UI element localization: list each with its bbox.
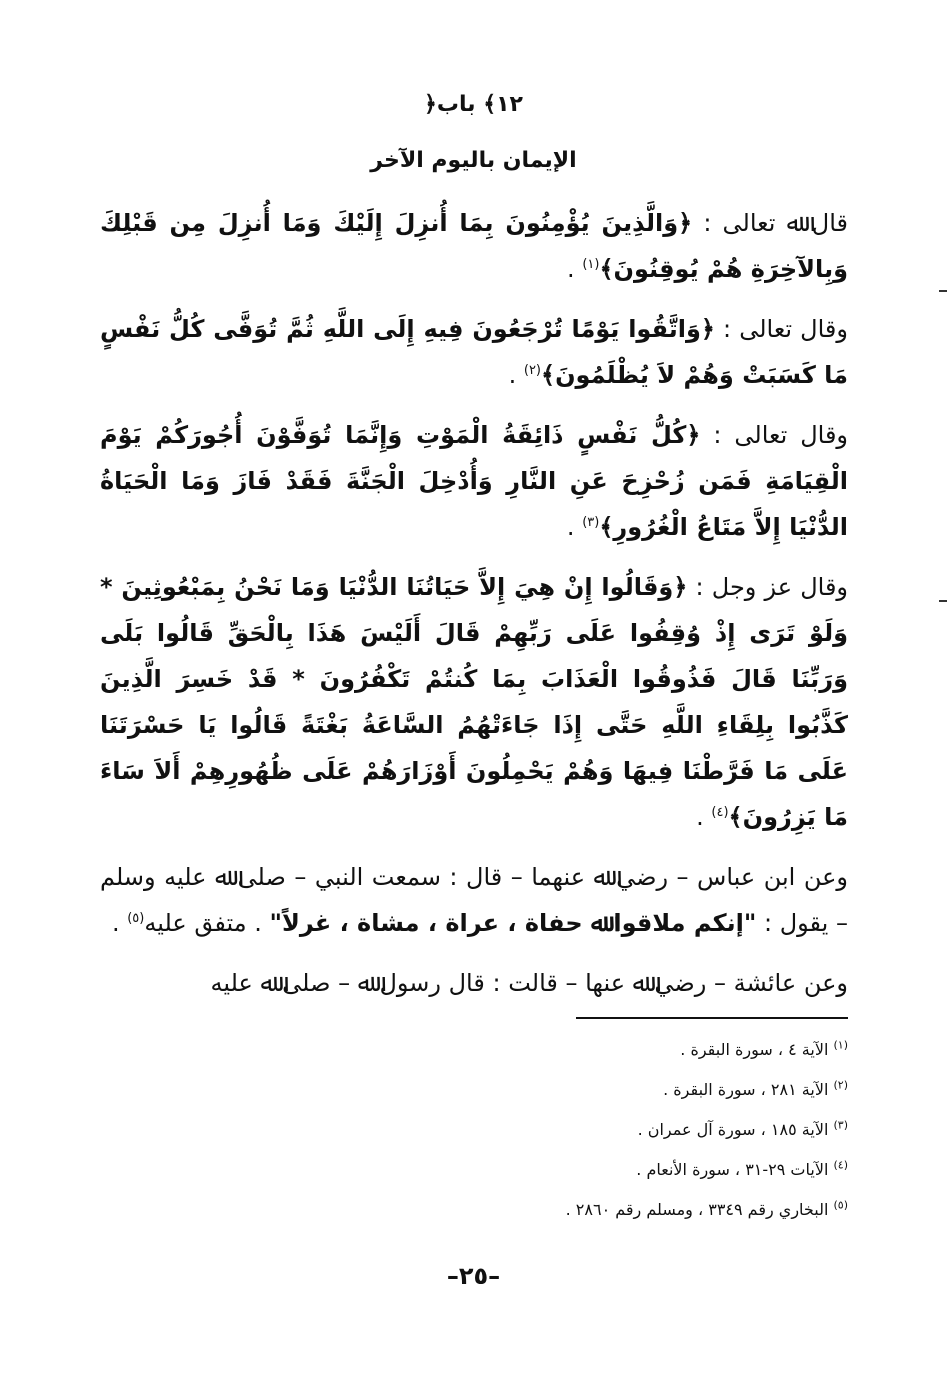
paragraph-lead: وعن عائشة – رضي ﷲ عنها – قالت : قال رسول ﷲ – صلى ﷲ عليه <box>210 969 848 997</box>
paragraph-lead: وقال تعالى : <box>714 315 848 343</box>
quran-quote: ﴿وَقَالُوا إِنْ هِيَ إِلاَّ حَيَاتُنَا الدُّنْيَا وَمَا نَحْنُ بِمَبْعُوثِينَ * وَلَوْ تَرَى إِذْ وُقِفُوا عَلَى رَبِّهِمْ قَالَ أَلَيْسَ هَذَا بِالْحَقِّ قَالُوا بَلَى وَرَبِّنَا قَالَ فَذُوقُوا الْعَذَابَ بِمَا كُنتُمْ تَكْفُرُونَ * قَدْ خَسِرَ الَّذِينَ كَذَّبُوا بِلِقَاءِ اللَّهِ حَتَّى إِذَا جَاءَتْهُمُ السَّاعَةُ بَغْتَةً قَالُوا يَا حَسْرَتَنَا عَلَى مَا فَرَّطْنَا فِيهَا وَهُمْ يَحْمِلُونَ أَوْزَارَهُمْ عَلَى ظُهُورِهِمْ أَلاَ سَاءَ مَا يَزِرُونَ﴾ <box>100 573 848 831</box>
footnote-item <box>420 1190 848 1230</box>
paragraph-lead: وقال تعالى : <box>700 421 849 449</box>
footnote-text: الآية ٤ ، سورة البقرة . <box>680 1040 829 1059</box>
footnote-item <box>420 1110 848 1150</box>
footnote-ref: (٥) <box>127 911 145 926</box>
footnote-ref: (٣) <box>582 515 600 530</box>
paragraph <box>100 854 848 946</box>
footnote-number: (٣) <box>833 1118 848 1132</box>
paragraph-suffix: . متفق عليه <box>144 909 270 937</box>
footnote-item <box>420 1150 848 1190</box>
page-title: الإيمان باليوم الآخر <box>370 148 577 173</box>
paragraph <box>100 200 848 292</box>
quran-quote: ﴿كُلُّ نَفْسٍ ذَائِقَةُ الْمَوْتِ وَإِنَّمَا تُوَفَّوْنَ أُجُورَكُمْ يَوْمَ الْقِيَامَةِ فَمَن زُحْزِحَ عَنِ النَّارِ وَأُدْخِلَ الْجَنَّةَ فَقَدْ فَازَ وَمَا الْحَيَاةُ الدُّنْيَا إِلاَّ مَتَاعُ الْغُرُورِ﴾ <box>100 421 848 541</box>
footnote-text: البخاري رقم ٣٣٤٩ ، ومسلم رقم ٢٨٦٠ . <box>565 1200 829 1219</box>
chapter-heading: ﴿١٢﴾ باب <box>424 92 523 117</box>
footnotes <box>420 1030 848 1230</box>
footnote-number: (٤) <box>833 1158 848 1172</box>
paragraph <box>100 412 848 550</box>
paragraph <box>100 306 848 398</box>
paragraph-tail: . <box>696 803 712 831</box>
paragraph <box>100 564 848 840</box>
footnote-ref: (١) <box>582 257 600 272</box>
footnote-number: (٢) <box>833 1078 848 1092</box>
paragraph-tail: . <box>508 361 524 389</box>
footnote-item <box>420 1070 848 1110</box>
paragraph-tail: . <box>567 255 583 283</box>
paragraph-lead: وعن ابن عباس – رضي ﷲ عنهما – قال : سمعت النبي – صلى ﷲ عليه وسلم – يقول : <box>100 863 848 937</box>
page-number: –٢٥– <box>446 1262 501 1290</box>
paragraph <box>100 960 848 1006</box>
quran-quote: ﴿وَاتَّقُوا يَوْمًا تُرْجَعُونَ فِيهِ إِلَى اللَّهِ ثُمَّ تُوَفَّى كُلُّ نَفْسٍ مَا كَسَبَتْ وَهُمْ لاَ يُظْلَمُونَ﴾ <box>100 315 848 389</box>
footnote-number: (١) <box>833 1038 848 1052</box>
paragraph-tail: . <box>111 909 128 937</box>
scan-edge-mark <box>939 600 947 602</box>
footnote-text: الآية ٢٨١ ، سورة البقرة . <box>663 1080 829 1099</box>
paragraph-lead: وقال عز وجل : <box>687 573 848 601</box>
main-text <box>100 200 848 1020</box>
footnote-divider <box>576 1017 848 1019</box>
hadith-quote: "إنكم ملاقوا ﷲ حفاة ، عراة ، مشاة ، غرلاً" <box>269 909 757 937</box>
footnote-ref: (٢) <box>523 363 541 378</box>
footnote-text: الآيات ٢٩-٣١ ، سورة الأنعام . <box>636 1160 829 1179</box>
footnote-text: الآية ١٨٥ ، سورة آل عمران . <box>637 1120 829 1139</box>
footnote-item <box>420 1030 848 1070</box>
footnote-number: (٥) <box>833 1198 848 1212</box>
quran-quote: ﴿وَالَّذِينَ يُؤْمِنُونَ بِمَا أُنزِلَ إِلَيْكَ وَمَا أُنزِلَ مِن قَبْلِكَ وَبِالآخِرَةِ هُمْ يُوقِنُونَ﴾ <box>100 209 848 283</box>
paragraph-tail: . <box>566 513 583 541</box>
paragraph-lead: قال ﷲ تعالى : <box>692 209 848 237</box>
scan-edge-mark <box>939 290 947 292</box>
footnote-ref: (٤) <box>711 805 729 820</box>
